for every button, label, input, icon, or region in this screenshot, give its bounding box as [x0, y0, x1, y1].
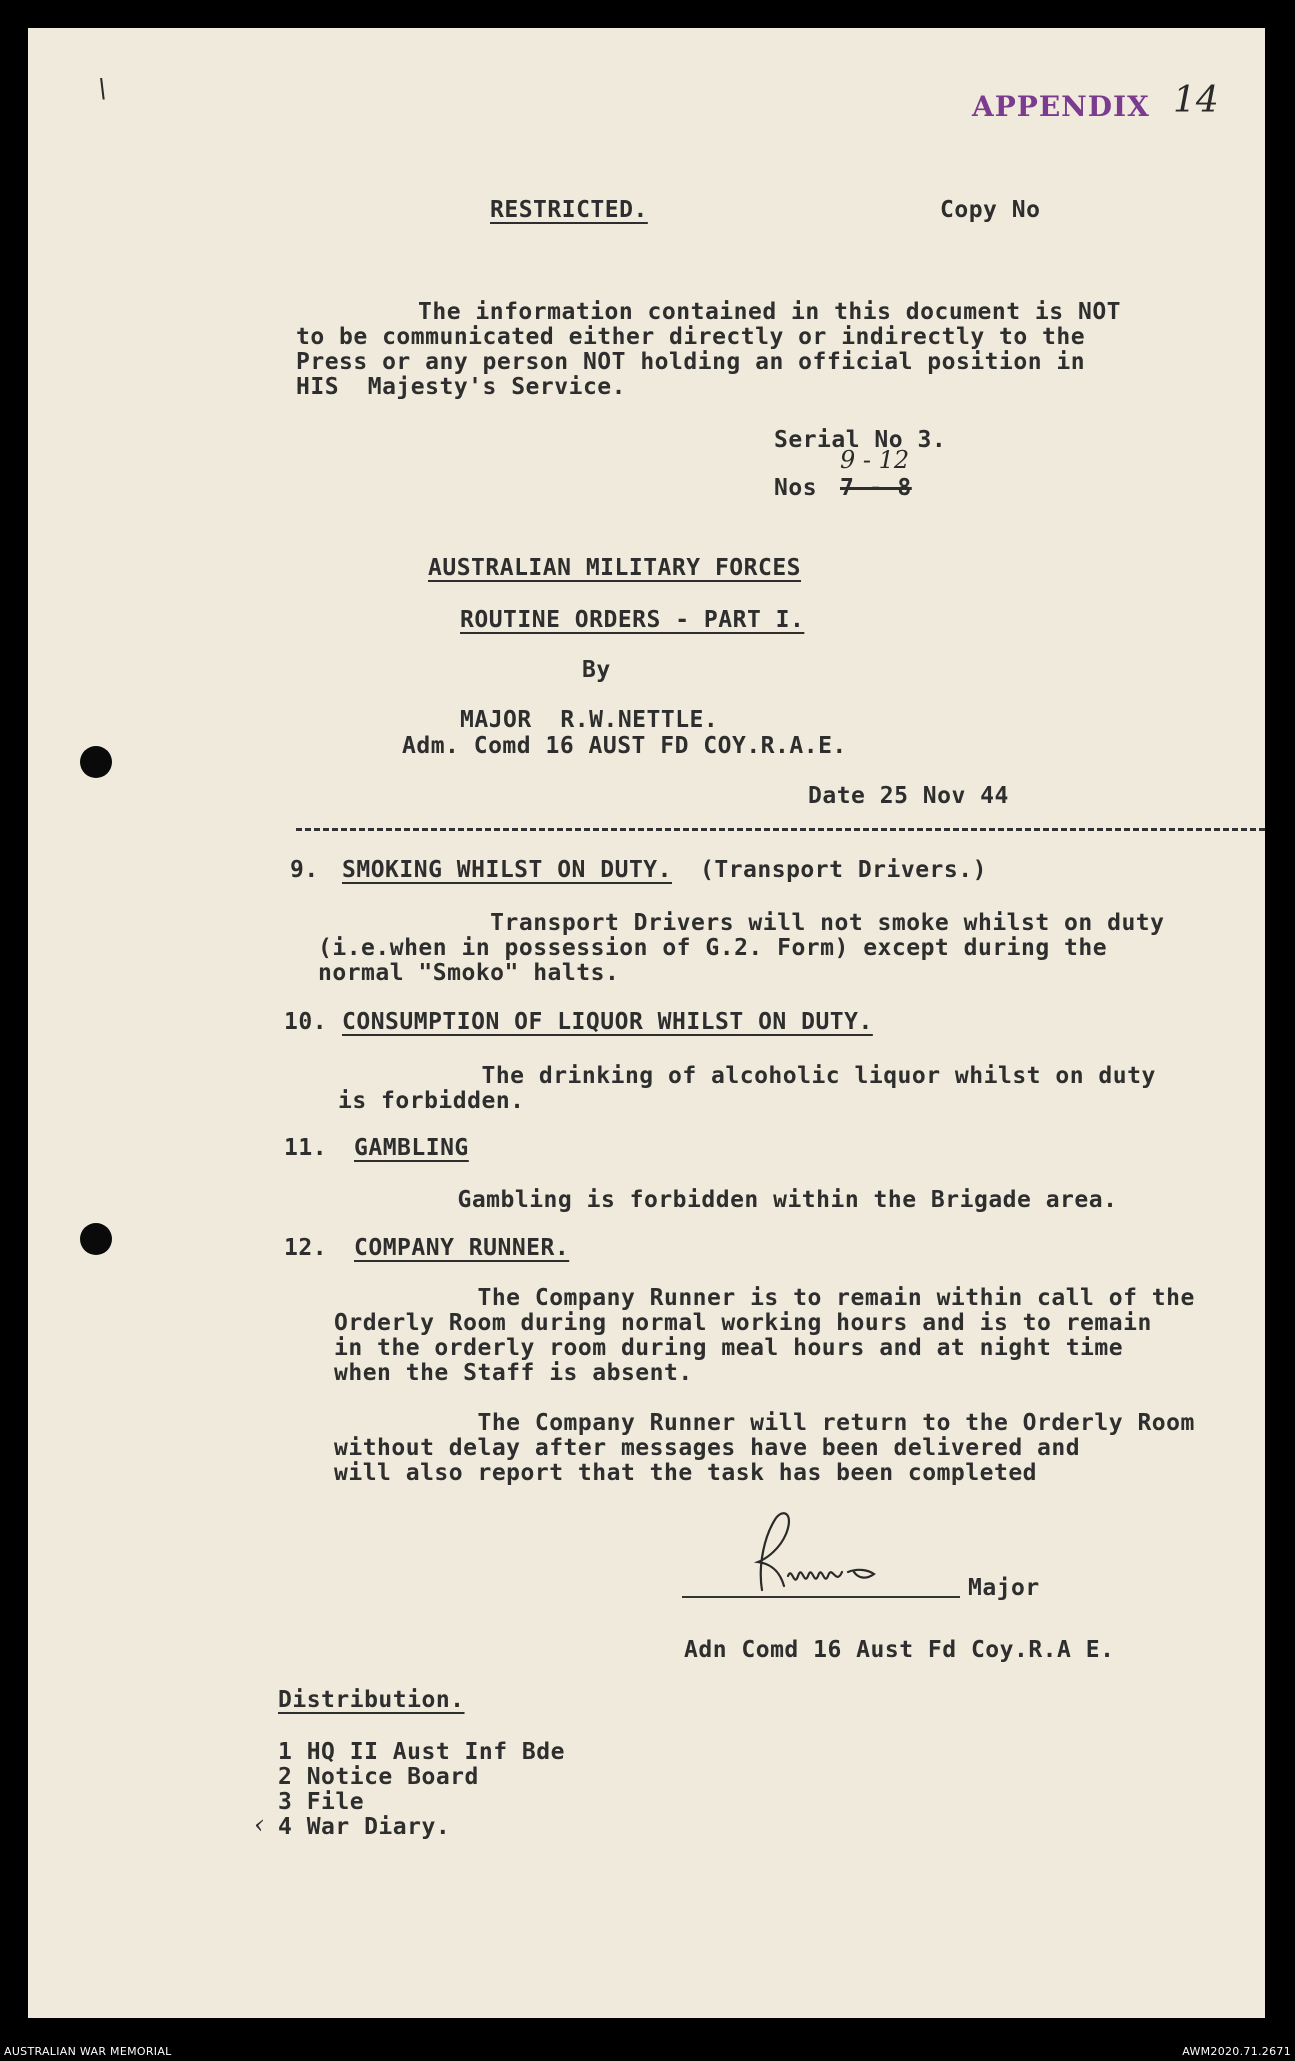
title-by: By [582, 657, 611, 683]
corner-mark: \ [98, 74, 107, 104]
order-number: 11. [284, 1135, 328, 1161]
document-page [28, 28, 1265, 2018]
order-heading: SMOKING WHILST ON DUTY. [342, 857, 672, 883]
serial-number: Serial No 3. [774, 427, 947, 453]
order-text-line: The drinking of alcoholic liquor whilst on duty [338, 1063, 1156, 1089]
notice-line: Press or any person NOT holding an official position in [296, 349, 1086, 375]
order-text-line: in the orderly room during meal hours and at night time [334, 1335, 1124, 1361]
order-date: Date 25 Nov 44 [808, 783, 1009, 809]
order-number: 9. [290, 857, 319, 883]
distribution-item: 2 Notice Board [278, 1764, 479, 1790]
signatory-rank: Major [968, 1575, 1040, 1601]
distribution-item: 1 HQ II Aust Inf Bde [278, 1739, 565, 1765]
nos-struck: 7 - 8 [840, 475, 912, 501]
distribution-item: 3 File [278, 1789, 365, 1815]
order-heading: CONSUMPTION OF LIQUOR WHILST ON DUTY. [342, 1009, 873, 1035]
distribution-heading: Distribution. [278, 1687, 465, 1713]
title-routine-orders: ROUTINE ORDERS - PART I. [460, 607, 805, 633]
order-text-line: normal "Smoko" halts. [318, 960, 620, 986]
restricted-label: RESTRICTED. [490, 197, 648, 223]
officer-command: Adm. Comd 16 AUST FD COY.R.A.E. [402, 733, 847, 759]
appendix-number: 14 [1173, 80, 1219, 121]
order-text-line: without delay after messages have been delivered and [334, 1435, 1081, 1461]
tick-mark: ‹ [254, 1810, 265, 1840]
notice-line: HIS Majesty's Service. [296, 374, 626, 400]
order-heading: COMPANY RUNNER. [354, 1235, 570, 1261]
order-text-line: Gambling is forbidden within the Brigade area. [314, 1187, 1118, 1213]
nos-handwritten: 9 - 12 [840, 446, 910, 474]
appendix-stamp: APPENDIX [972, 90, 1150, 123]
punch-hole-top [80, 746, 112, 778]
order-heading-suffix: (Transport Drivers.) [700, 857, 987, 883]
order-text-line: The Company Runner will return to the Orderly Room [334, 1410, 1195, 1436]
footer-reference: AWM2020.71.2671 [1182, 2045, 1291, 2058]
footer-institution: AUSTRALIAN WAR MEMORIAL [4, 2045, 172, 2058]
order-text-line: Transport Drivers will not smoke whilst on duty [318, 910, 1165, 936]
signatory-command: Adn Comd 16 Aust Fd Coy.R.A E. [684, 1637, 1115, 1663]
order-text-line: (i.e.when in possession of G.2. Form) except during the [318, 935, 1108, 961]
distribution-item: 4 War Diary. [278, 1814, 451, 1840]
notice-line: to be communicated either directly or indirectly to the [296, 324, 1086, 350]
order-text-line: The Company Runner is to remain within call of the [334, 1285, 1195, 1311]
nos-label: Nos [774, 475, 818, 501]
order-number: 10. [284, 1009, 328, 1035]
order-text-line: will also report that the task has been completed [334, 1460, 1038, 1486]
order-text-line: when the Staff is absent. [334, 1360, 693, 1386]
title-forces: AUSTRALIAN MILITARY FORCES [428, 555, 802, 581]
notice-line: The information contained in this document is NOT [418, 299, 1122, 325]
officer-name: MAJOR R.W.NETTLE. [460, 707, 719, 733]
copy-number-label: Copy No [940, 197, 1041, 223]
order-heading: GAMBLING [354, 1135, 469, 1161]
order-number: 12. [284, 1235, 328, 1261]
signature-line [682, 1596, 960, 1598]
divider [296, 828, 1265, 831]
punch-hole-bottom [80, 1223, 112, 1255]
order-text-line: is forbidden. [338, 1088, 525, 1114]
order-text-line: Orderly Room during normal working hours and is to remain [334, 1310, 1152, 1336]
handwritten-signature [728, 1506, 958, 1602]
